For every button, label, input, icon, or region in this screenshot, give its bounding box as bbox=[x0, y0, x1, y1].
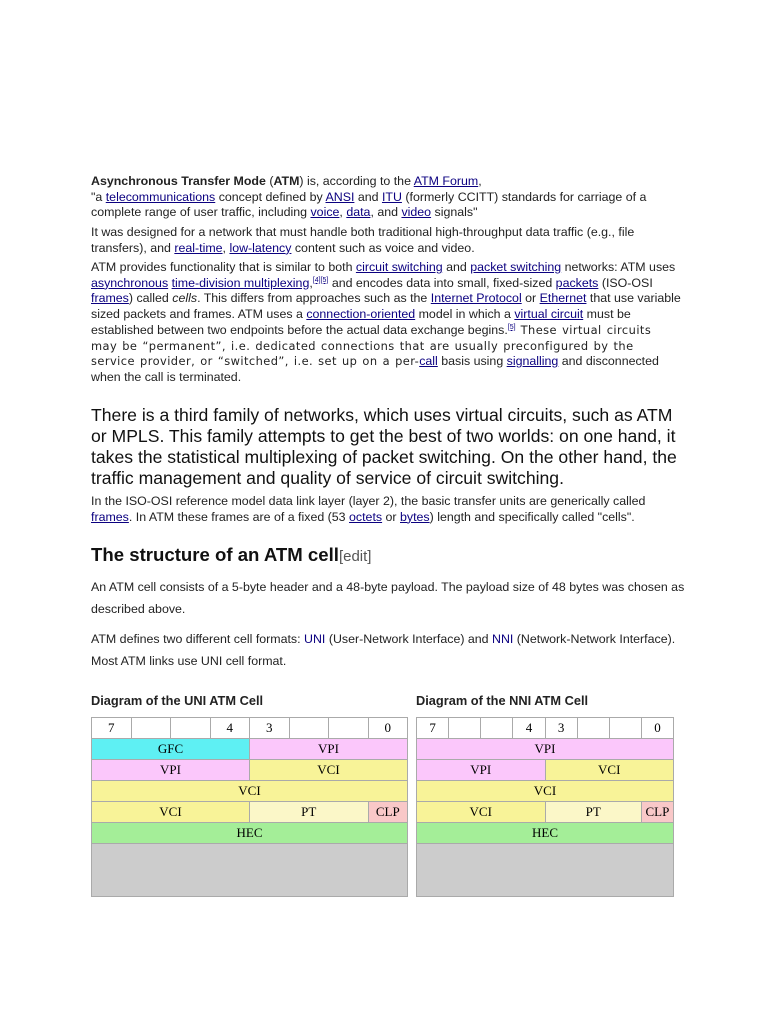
cell-row bbox=[92, 760, 408, 781]
link-packet-switching[interactable]: packet switching bbox=[470, 260, 562, 274]
field-vpi: VPI bbox=[250, 739, 408, 760]
link-packets[interactable]: packets bbox=[555, 275, 599, 290]
link-nni[interactable]: NNI bbox=[492, 632, 514, 646]
bit-label bbox=[171, 718, 211, 739]
text: model in which a bbox=[415, 307, 515, 322]
field-hec: HEC bbox=[92, 823, 408, 844]
text: and bbox=[354, 189, 382, 204]
text: ) length and specifically called "cells". bbox=[429, 509, 635, 524]
text: networks: ATM uses bbox=[561, 260, 676, 274]
text: (Network-Network Interface). Most ATM links use UNI cell format. bbox=[91, 632, 676, 668]
field-payload bbox=[92, 844, 408, 897]
text: and bbox=[442, 260, 471, 274]
field-gfc: GFC bbox=[92, 739, 250, 760]
link-ansi[interactable]: ANSI bbox=[325, 189, 355, 204]
field-pt: PT bbox=[545, 802, 641, 823]
field-vpi: VPI bbox=[417, 760, 546, 781]
link-frames[interactable]: frames bbox=[91, 291, 129, 306]
section-heading bbox=[91, 544, 371, 566]
cell-row bbox=[417, 823, 674, 844]
cell-row bbox=[417, 739, 674, 760]
bit-label bbox=[289, 718, 329, 739]
text: In the ISO-OSI reference model data link layer (layer 2), the basic transfer units are generically called bbox=[91, 494, 646, 508]
bit-label bbox=[449, 718, 481, 739]
text: It was designed for a network that must handle both traditional high-throughput data traffic (e.g., file transfers), and bbox=[91, 225, 635, 255]
text: ATM defines two different cell formats: bbox=[91, 632, 305, 646]
text: and disconnected when the call is terminated. bbox=[91, 354, 659, 384]
link-real-time[interactable]: real-time bbox=[174, 240, 223, 255]
field-payload bbox=[417, 844, 674, 897]
field-vci: VCI bbox=[417, 781, 674, 802]
text: . This differs from approaches such as the bbox=[197, 291, 431, 306]
text: ( bbox=[265, 174, 274, 188]
field-hec: HEC bbox=[417, 823, 674, 844]
payload-row bbox=[417, 844, 674, 897]
text: ) called bbox=[128, 291, 173, 306]
field-pt: PT bbox=[250, 802, 369, 823]
cell-row bbox=[92, 802, 408, 823]
link-circuit-switching[interactable]: circuit switching bbox=[355, 260, 443, 274]
text: ATM provides functionality that is similar to both bbox=[91, 260, 356, 274]
cell-row bbox=[92, 781, 408, 802]
field-vci: VCI bbox=[92, 802, 250, 823]
text: These virtual circuits may be “permanent”, i.e. dedicated connections that are usually preconfigured by the service provider, or “switched”, i.e. set up on a per- bbox=[91, 322, 652, 369]
bit-label bbox=[609, 718, 641, 739]
text: basis using bbox=[437, 354, 507, 369]
bit-label: 3 bbox=[545, 718, 577, 739]
field-clp: CLP bbox=[641, 802, 673, 823]
intro-paragraph bbox=[91, 174, 675, 221]
text: , bbox=[309, 275, 313, 290]
design-paragraph bbox=[91, 225, 675, 256]
field-clp: CLP bbox=[368, 802, 408, 823]
bit-label: 0 bbox=[641, 718, 673, 739]
link-bytes[interactable]: bytes bbox=[400, 509, 430, 524]
bit-label bbox=[481, 718, 513, 739]
text: "a bbox=[91, 189, 106, 204]
formats-paragraph bbox=[91, 629, 691, 672]
link-low-latency[interactable]: low-latency bbox=[229, 240, 292, 255]
cell-row bbox=[417, 760, 674, 781]
text: or bbox=[382, 509, 400, 524]
cell-row bbox=[92, 739, 408, 760]
cell-paragraph: An ATM cell consists of a 5-byte header and a 48-byte payload. The payload size of 48 bytes was chosen as described above. bbox=[91, 580, 685, 616]
cell-row bbox=[417, 802, 674, 823]
link-asynchronous[interactable]: asynchronous bbox=[91, 275, 169, 290]
bit-label: 0 bbox=[368, 718, 408, 739]
field-vci: VCI bbox=[545, 760, 674, 781]
text: signals" bbox=[431, 205, 478, 220]
text: content such as voice and video. bbox=[291, 240, 475, 255]
bit-label bbox=[131, 718, 171, 739]
payload-row bbox=[92, 844, 408, 897]
cells-italic: cells bbox=[172, 291, 198, 306]
uni-diagram-title: Diagram of the UNI ATM Cell bbox=[91, 693, 264, 708]
text: that use variable sized packets and frames. ATM uses a bbox=[91, 291, 681, 322]
cell-row bbox=[417, 781, 674, 802]
link-tdm[interactable]: time-division multiplexing bbox=[171, 275, 310, 290]
bit-label: 3 bbox=[250, 718, 290, 739]
text: . In ATM these frames are of a fixed (53 bbox=[128, 509, 350, 524]
bit-label: 4 bbox=[210, 718, 250, 739]
link-atm-forum[interactable]: ATM Forum bbox=[413, 174, 479, 188]
third-family-paragraph: There is a third family of networks, which uses virtual circuits, such as ATM or MPLS. This family attempts to get the best of two worlds: on one hand, it takes the statistical multiplexing of packet switching. On the other hand, the traffic management and quality of service of circuit switching. bbox=[91, 405, 677, 488]
link-octets[interactable]: octets bbox=[349, 509, 383, 524]
field-vci: VCI bbox=[92, 781, 408, 802]
uni-cell-table bbox=[91, 717, 408, 897]
citation-5[interactable]: [5] bbox=[507, 323, 516, 331]
term-atm: Asynchronous Transfer Mode bbox=[91, 174, 266, 188]
text: , bbox=[339, 205, 347, 220]
bit-label: 7 bbox=[92, 718, 132, 739]
text: , and bbox=[370, 205, 402, 220]
link-ethernet[interactable]: Ethernet bbox=[539, 291, 587, 306]
link-voice[interactable]: voice bbox=[310, 205, 340, 220]
cell-row bbox=[92, 823, 408, 844]
citation-4-5[interactable]: [4][5] bbox=[312, 276, 329, 284]
heading-text: The structure of an ATM cell bbox=[91, 544, 339, 565]
text: must be established between two endpoints before the actual data exchange begins. bbox=[91, 307, 631, 337]
text: (ISO-OSI bbox=[598, 275, 653, 290]
text: , bbox=[222, 240, 230, 255]
nni-diagram-title: Diagram of the NNI ATM Cell bbox=[416, 693, 589, 708]
link-call[interactable]: call bbox=[419, 354, 438, 369]
bit-label bbox=[329, 718, 369, 739]
link-frames-2[interactable]: frames bbox=[91, 509, 129, 524]
text: (User-Network Interface) and bbox=[325, 632, 493, 646]
text: ) is, according to the bbox=[299, 174, 414, 188]
link-itu[interactable]: ITU bbox=[381, 189, 402, 204]
field-vpi: VPI bbox=[417, 739, 674, 760]
link-virtual-circuit[interactable]: virtual circuit bbox=[514, 307, 584, 322]
link-connection-oriented[interactable]: connection-oriented bbox=[306, 307, 416, 322]
link-internet-protocol[interactable]: Internet Protocol bbox=[430, 291, 522, 306]
text: and encodes data into small, fixed-sized bbox=[328, 275, 556, 290]
bit-label: 7 bbox=[417, 718, 449, 739]
bit-header-row bbox=[92, 718, 408, 739]
field-vci: VCI bbox=[417, 802, 546, 823]
text: or bbox=[521, 291, 540, 306]
functionality-paragraph bbox=[91, 260, 681, 386]
field-vci: VCI bbox=[250, 760, 408, 781]
link-telecommunications[interactable]: telecommunications bbox=[105, 189, 216, 204]
field-vpi: VPI bbox=[92, 760, 250, 781]
link-uni[interactable]: UNI bbox=[304, 632, 326, 646]
nni-cell-table bbox=[416, 717, 674, 897]
bit-label bbox=[577, 718, 609, 739]
text: (formerly CCITT) standards for carriage of a complete range of user traffic, including bbox=[91, 189, 647, 220]
edit-link[interactable]: [edit] bbox=[338, 548, 372, 565]
bit-label: 4 bbox=[513, 718, 545, 739]
text: , bbox=[478, 174, 482, 188]
text: concept defined by bbox=[215, 189, 326, 204]
link-data[interactable]: data bbox=[346, 205, 371, 220]
bit-header-row bbox=[417, 718, 674, 739]
osi-paragraph bbox=[91, 494, 671, 525]
link-video[interactable]: video bbox=[401, 205, 432, 220]
link-signalling[interactable]: signalling bbox=[506, 354, 559, 369]
abbr-atm: ATM bbox=[273, 174, 300, 188]
